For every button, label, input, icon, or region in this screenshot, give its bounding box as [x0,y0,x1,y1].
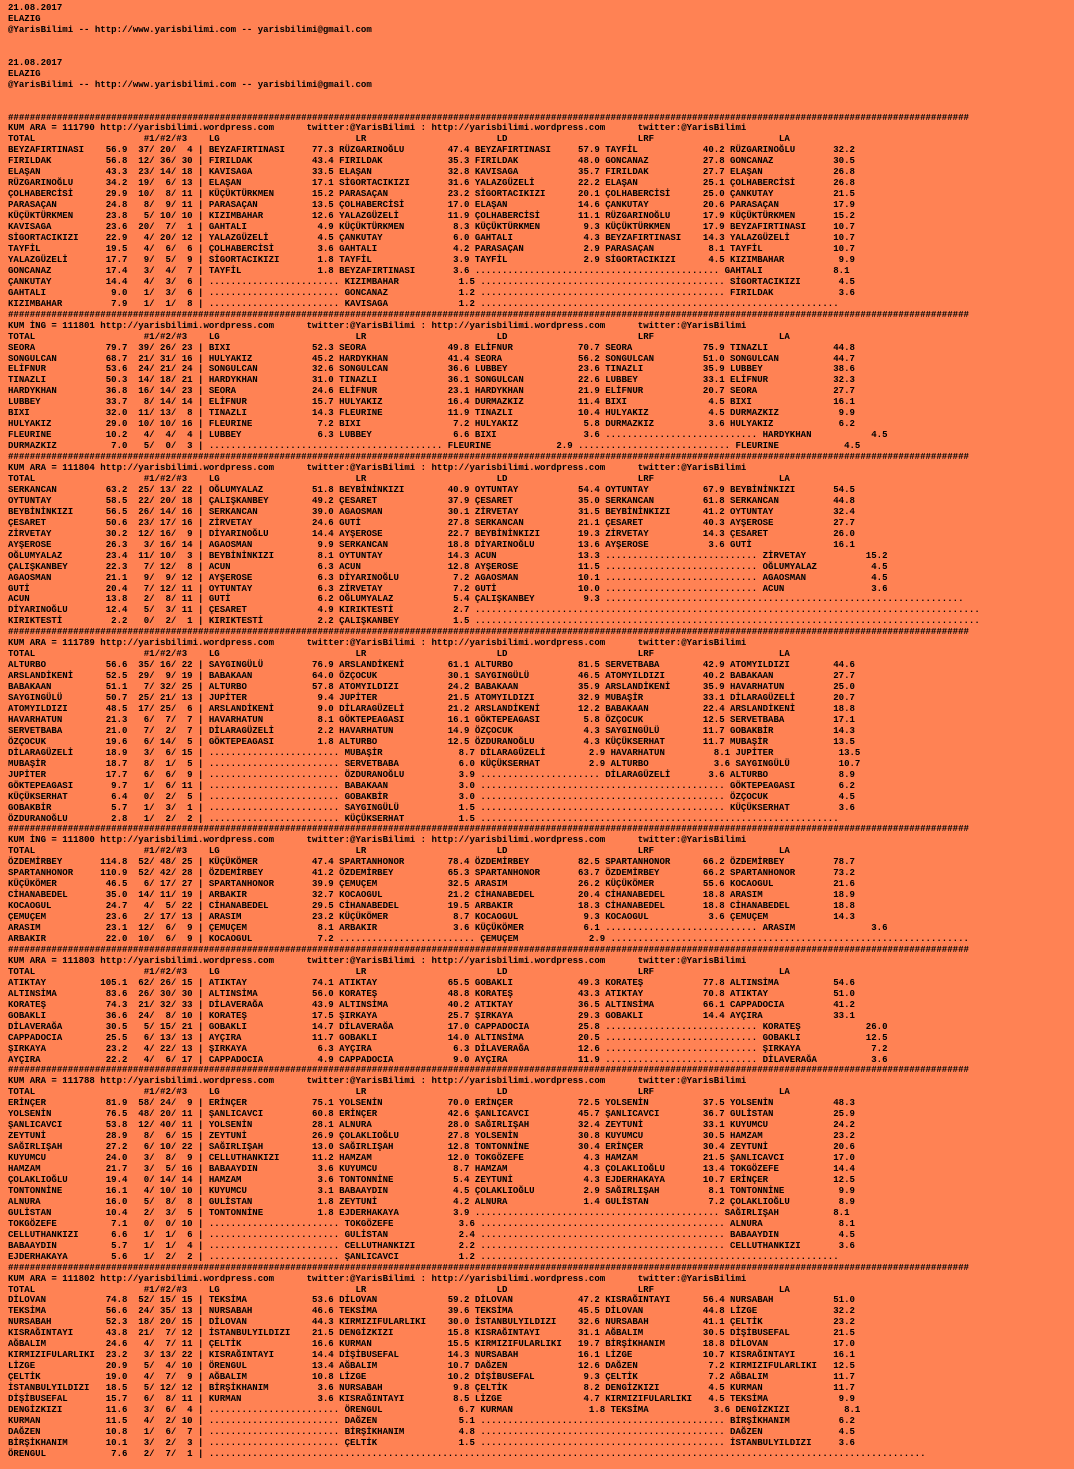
separator-line: ################################################################################################################################################################################# [8,308,969,320]
separator-line: ################################################################################################################################################################################# [8,451,969,463]
horse-stats-row: OĞLUMYALAZ 23.4 11/ 10/ 3 | BEYBİNİNKIZI 8.1 OYTUNTAY 14.3 ACUN 13.3 ............................ ZİRVETAY 15.2 [8,549,888,561]
horse-stats-row: ÇOLHABERCİSİ 29.9 10/ 8/ 11 | KÜÇÜKTÜRKMEN 15.2 PARASAÇAN 23.2 SİGORTACIKIZI 20.1 ÇOLHABERCİSİ 25.0 ÇANKUTAY 21.5 [8,188,855,200]
horse-stats-row: SERKANCAN 63.2 25/ 13/ 22 | OĞLUMYALAZ 51.8 BEYBİNİNKIZI 40.9 OYTUNTAY 54.4 OYTUNTAY 67.9 BEYBİNİNKIZI 54.5 [8,483,855,495]
horse-stats-row: CİHANABEDEL 35.0 14/ 11/ 19 | ARBAKIR 32.7 KOCAOGUL 21.2 CİHANABEDEL 20.4 CİHANABEDEL 18.8 ARASIM 18.9 [8,889,855,901]
horse-stats-row: OYTUNTAY 58.5 22/ 20/ 18 | ÇALIŞKANBEY 49.2 ÇESARET 37.9 ÇESARET 35.0 SERKANCAN 61.8 SERKANCAN 44.8 [8,494,855,506]
horse-stats-row: İSTANBULYILDIZI 18.5 5/ 12/ 12 | BİRŞİKHANIM 3.6 NURSABAH 9.8 ÇELTİK 8.2 DENGİZKIZI 4.5 KURMAN 11.7 [8,1382,855,1394]
horse-stats-row: DİLOVAN 74.8 52/ 15/ 15 | TEKSİMA 53.6 DİLOVAN 59.2 DİLOVAN 47.2 KISRAĞINTAYI 56.4 NURSABAH 51.0 [8,1294,855,1306]
horse-stats-row: ÇALIŞKANBEY 22.3 7/ 12/ 8 | ACUN 6.3 ACUN 12.8 AYŞEROSE 11.5 ............................ OĞLUMYALAZ 4.5 [8,560,888,572]
horse-stats-row: ARASIM 23.1 12/ 6/ 9 | ÇEMUÇEM 8.1 ARBAKIR 3.6 KÜÇÜKÖMER 6.1 ............................ ARASIM 3.6 [8,922,888,934]
horse-stats-row: DİYARINOĞLU 12.4 5/ 3/ 11 | ÇESARET 4.9 KIRIKTESTİ 2.7 ............................................................................................. [8,604,980,616]
horse-stats-row: DENGİZKIZI 11.6 3/ 6/ 4 | ........................ ÖRENGUL 6.7 KURMAN 1.8 TEKSİMA 3.6 DENGİZKIZI 8.1 [8,1404,861,1415]
horse-stats-row: GUTİ 20.4 7/ 12/ 11 | OYTUNTAY 6.3 ZİRVETAY 7.2 GUTİ 10.0 ............................ ACUN 3.6 [8,582,888,594]
text-line: ELAZIG [8,12,41,24]
race-header-line: KUM ARA = 111789 http://yarisbilimi.wordpress.com twitter:@YarisBilimi : http://yarisbilimi.wordpress.com twitter:@YarisBilimi [8,637,747,649]
separator-line: ################################################################################################################################################################################# [8,1261,969,1273]
horse-stats-row: SONGULCAN 68.7 21/ 31/ 16 | HULYAKIZ 45.2 HARDYKHAN 41.4 SEORA 56.2 SONGULCAN 51.0 SONGULCAN 44.7 [8,352,855,364]
horse-stats-row: KIRMIZIFULARLIKI 23.2 3/ 13/ 22 | KISRAĞINTAYI 14.4 DİŞİBUSEFAL 14.3 NURSABAH 16.1 LİZGE 10.7 KISRAĞINTAYI 16.1 [8,1349,855,1361]
horse-stats-row: MUBAŞİR 18.7 8/ 1/ 5 | ........................ SERVETBABA 6.0 KÜÇÜKSERHAT 2.9 ALTURBO 3.6 SAYGINGÜLÜ 10.7 [8,757,861,769]
column-header-line: TOTAL #1/#2/#3 LG LR LD LRF LA [8,330,790,342]
horse-stats-row: AĞBALIM 24.6 4/ 7/ 11 | ÇELTİK 16.6 KURMAN 15.5 KIRMIZIFULARLIKI 19.7 BİRŞİKHANIM 18.8 DİLOVAN 17.0 [8,1338,855,1350]
horse-stats-row: FLEURINE 10.2 4/ 4/ 4 | LUBBEY 6.3 LUBBEY 6.6 BIXI 3.6 ............................ HARDYKHAN 4.5 [8,429,888,441]
horse-stats-row: ÇANKUTAY 14.4 4/ 3/ 6 | ........................ KIZIMBAHAR 1.5 ............................................. SİGORTACIKIZI 4.5 [8,275,855,287]
horse-stats-row: KORATEŞ 74.3 21/ 32/ 33 | DİLAVERAĞA 43.9 ALTINSİMA 40.2 ATIKTAY 36.5 ALTINSİMA 66.1 CAPPADOCIA 41.2 [8,998,855,1010]
race-header-line: KUM ARA = 111790 http://yarisbilimi.wordpress.com twitter:@YarisBilimi : http://yarisbilimi.wordpress.com twitter:@YarisBilimi [8,122,747,134]
horse-stats-row: BIXI 32.0 11/ 13/ 8 | TINAZLI 14.3 FLEURINE 11.9 TINAZLI 10.4 HULYAKIZ 4.5 DURMAZKIZ 9.9 [8,407,855,419]
horse-stats-row: BABAAYDIN 5.7 1/ 1/ 4 | ........................ CELLUTHANKIZI 2.2 ............................................. CELLUTHANKIZI 3.6 [8,1239,855,1251]
race-header-line: KUM İNG = 111800 http://yarisbilimi.wordpress.com twitter:@YarisBilimi : http://yarisbilimi.wordpress.com twitter:@YarisBilimi [8,834,747,846]
blank-line [8,47,1074,58]
horse-stats-row: BİRŞİKHANIM 10.1 3/ 2/ 3 | ........................ ÇELTİK 1.5 ............................................. İSTANBULYILDIZI 3.6 [8,1436,855,1448]
horse-stats-row: DİLAVERAĞA 30.5 5/ 15/ 21 | GOBAKLI 14.7 DİLAVERAĞA 17.0 CAPPADOCIA 25.8 ............................ KORATEŞ 26.0 [8,1020,888,1032]
horse-stats-row: ÇOLAKLIOĞLU 19.4 0/ 14/ 14 | HAMZAM 3.6 TONTONNİNE 5.4 ZEYTUNİ 4.3 EJDERHAKAYA 10.7 ERİNÇER 12.5 [8,1173,855,1185]
separator-line: ################################################################################################################################################################################# [8,943,969,955]
horse-stats-row: ALTURBO 56.6 35/ 16/ 22 | SAYGINGÜLÜ 76.9 ARSLANDİKENİ 61.1 ALTURBO 81.5 SERVETBABA 42.9 ATOMYILDIZI 44.6 [8,659,855,671]
horse-stats-row: TINAZLI 50.3 14/ 18/ 21 | HARDYKHAN 31.0 TINAZLI 36.1 SONGULCAN 22.6 LUBBEY 33.1 ELİFNUR 32.3 [8,374,855,386]
horse-stats-row: KIRIKTESTİ 2.2 0/ 2/ 1 | KIRIKTESTİ 2.2 ÇALIŞKANBEY 1.5 ............................................................................................. [8,615,980,627]
column-header-line: TOTAL #1/#2/#3 LG LR LD LRF LA [8,472,790,484]
horse-stats-row: SERVETBABA 21.0 7/ 2/ 7 | DİLARAGÜZELİ 2.2 HAVARHATUN 14.9 ÖZÇOCUK 4.3 SAYGINGÜLÜ 11.7 GOBAKBİR 14.3 [8,724,855,736]
horse-stats-row: ŞANLICAVCI 53.8 12/ 40/ 11 | YOLSENİN 28.1 ALNURA 28.0 SAĞIRLIŞAH 32.4 ZEYTUNİ 33.1 KUYUMCU 24.2 [8,1119,855,1131]
column-header-line: TOTAL #1/#2/#3 LG LR LD LRF LA [8,133,790,145]
horse-stats-row: KAVISAGA 23.6 20/ 7/ 1 | GAHTALI 4.9 KÜÇÜKTÜRKMEN 8.3 KÜÇÜKTÜRKMEN 9.3 KÜÇÜKTÜRKMEN 17.9 BEYZAFIRTINASI 10.7 [8,221,855,233]
separator-line: ################################################################################################################################################################################# [8,626,969,638]
horse-stats-row: TOKGÖZEFE 7.1 0/ 0/ 10 | ........................ TOKGÖZEFE 3.6 ............................................. ALNURA 8.1 [8,1217,855,1229]
horse-stats-row: GAHTALI 9.0 1/ 3/ 6 | ........................ GONCANAZ 1.2 ............................................. FIRILDAK 3.6 [8,286,855,298]
race-header-line: KUM ARA = 111802 http://yarisbilimi.wordpress.com twitter:@YarisBilimi : http://yarisbilimi.wordpress.com twitter:@YarisBilimi [8,1272,747,1284]
horse-stats-row: AYÇIRA 22.2 4/ 6/ 17 | CAPPADOCIA 4.9 CAPPADOCIA 9.0 AYÇIRA 11.9 ............................ DİLAVERAĞA 3.6 [8,1053,888,1065]
horse-stats-row: GOBAKBİR 5.7 1/ 3/ 1 | ........................ SAYGINGÜLÜ 1.5 ............................................. KÜÇÜKSERHAT 3.6 [8,801,855,813]
horse-stats-row: KÜÇÜKTÜRKMEN 23.8 5/ 10/ 10 | KIZIMBAHAR 12.6 YALAZGÜZELİ 11.9 ÇOLHABERCİSİ 11.1 RÜZGARINOĞLU 17.9 KÜÇÜKTÜRKMEN 15.2 [8,210,855,222]
horse-stats-row: ACUN 13.8 2/ 8/ 11 | GUTİ 6.2 OĞLUMYALAZ 5.4 ÇALIŞKANBEY 9.3 .................................................................. [8,593,964,605]
horse-stats-row: ARSLANDİKENİ 52.5 29/ 9/ 19 | BABAKAAN 64.0 ÖZÇOCUK 30.1 SAYGINGÜLÜ 46.5 ATOMYILDIZI 40.2 BABAKAAN 27.7 [8,670,855,682]
column-header-line: TOTAL #1/#2/#3 LG LR LD LRF LA [8,965,790,977]
text-line: ELAZIG [8,67,41,79]
horse-stats-row: SEORA 79.7 39/ 26/ 23 | BIXI 52.3 SEORA 49.8 ELİFNUR 70.7 SEORA 75.9 TINAZLI 44.8 [8,341,855,353]
horse-stats-row: ÖZDURANOĞLU 2.8 1/ 2/ 2 | ........................ KÜÇÜKSERHAT 1.5 .................................................................. [8,812,839,824]
horse-stats-row: GULİSTAN 10.4 2/ 3/ 5 | TONTONNİNE 1.8 EJDERHAKAYA 3.9 ............................................. SAĞIRLIŞAH 8.1 [8,1206,850,1218]
horse-stats-row: SİGORTACIKIZI 22.9 4/ 20/ 12 | YALAZGÜZELİ 4.5 ÇANKUTAY 6.0 GAHTALI 4.3 BEYZAFIRTINASI 14.3 YALAZGÜZELİ 10.7 [8,232,855,244]
horse-stats-row: CELLUTHANKIZI 6.6 1/ 1/ 6 | ........................ GULİSTAN 2.4 ............................................. BABAAYDIN 4.5 [8,1228,855,1240]
horse-stats-row: ERİNÇER 81.9 58/ 24/ 9 | ERİNÇER 75.1 YOLSENİN 70.0 ERİNÇER 72.5 YOLSENİN 37.5 YOLSENİN 48.3 [8,1097,855,1109]
horse-stats-row: HAVARHATUN 21.3 6/ 7/ 7 | HAVARHATUN 8.1 GÖKTEPEAGASI 16.1 GÖKTEPEAGASI 5.8 ÖZÇOCUK 12.5 SERVETBABA 17.1 [8,713,855,725]
horse-stats-row: FIRILDAK 56.8 12/ 36/ 30 | FIRILDAK 43.4 FIRILDAK 35.3 FIRILDAK 48.0 GONCANAZ 27.8 GONCANAZ 30.5 [8,155,855,167]
blank-line [8,36,1074,47]
horse-stats-row: HULYAKIZ 29.0 10/ 10/ 16 | FLEURINE 7.2 BIXI 7.2 HULYAKIZ 5.8 DURMAZKIZ 3.6 HULYAKIZ 6.2 [8,418,855,430]
horse-stats-row: DAĞZEN 10.8 1/ 6/ 7 | ........................ BİRŞİKHANIM 4.8 ............................................. DAĞZEN 4.5 [8,1425,855,1437]
separator-line: ################################################################################################################################################################################# [8,823,969,835]
race-header-line: KUM ARA = 111788 http://yarisbilimi.wordpress.com twitter:@YarisBilimi : http://yarisbilimi.wordpress.com twitter:@YarisBilimi [8,1075,747,1087]
horse-stats-row: BEYBİNİNKIZI 56.5 26/ 14/ 16 | SERKANCAN 39.0 AGAOSMAN 30.1 ZİRVETAY 31.5 BEYBİNİNKIZI 41.2 OYTUNTAY 32.4 [8,505,855,517]
horse-stats-row: BABAKAAN 51.1 7/ 32/ 25 | ALTURBO 57.8 ATOMYILDIZI 24.2 BABAKAAN 35.9 ARSLANDİKENİ 35.9 HAVARHATUN 25.0 [8,681,855,693]
column-header-line: TOTAL #1/#2/#3 LG LR LD LRF LA [8,1283,790,1295]
horse-stats-row: GÖKTEPEAGASI 9.7 1/ 6/ 11 | ........................ BABAKAAN 3.0 ............................................. GÖKTEPEAGASI 6.2 [8,779,855,791]
column-header-line: TOTAL #1/#2/#3 LG LR LD LRF LA [8,845,790,857]
horse-stats-row: JUPİTER 17.7 6/ 6/ 9 | ........................ ÖZDURANOĞLU 3.9 ...................... DİLARAGÜZELİ 3.6 ALTURBO 8.9 [8,768,855,780]
horse-stats-row: BEYZAFIRTINASI 56.9 37/ 20/ 4 | BEYZAFIRTINASI 77.3 RÜZGARINOĞLU 47.4 BEYZAFIRTINASI 57.9 TAYFİL 40.2 RÜZGARINOĞLU 32.2 [8,144,855,156]
horse-stats-row: KOCAOGUL 24.7 4/ 5/ 22 | CİHANABEDEL 29.5 CİHANABEDEL 19.5 ARBAKIR 18.3 CİHANABEDEL 18.8 CİHANABEDEL 18.8 [8,900,855,912]
horse-stats-row: GONCANAZ 17.4 3/ 4/ 7 | TAYFİL 1.8 BEYZAFIRTINASI 3.6 ............................................. GAHTALI 8.1 [8,264,850,276]
horse-stats-row: DURMAZKIZ 7.0 5/ 0/ 3 | ........................................... FLEURINE 2.9 ............................ FLEURINE 4.5 [8,440,861,452]
horse-stats-row: HARDYKHAN 36.8 16/ 14/ 23 | SEORA 24.6 ELİFNUR 23.1 HARDYKHAN 21.9 ELİFNUR 20.7 SEORA 27.7 [8,385,855,397]
text-line: @YarisBilimi -- http://www.yarisbilimi.com -- yarisbilimi@gmail.com [8,23,372,35]
horse-stats-row: PARASAÇAN 24.8 8/ 9/ 11 | PARASAÇAN 13.5 ÇOLHABERCİSİ 17.0 ELAŞAN 14.6 ÇANKUTAY 20.6 PARASAÇAN 17.9 [8,199,855,211]
horse-stats-row: SPARTANHONOR 110.9 52/ 42/ 28 | ÖZDEMİRBEY 41.2 ÖZDEMİRBEY 65.3 SPARTANHONOR 63.7 ÖZDEMİRBEY 66.2 SPARTANHONOR 73.2 [8,867,855,879]
horse-stats-row: AYŞEROSE 26.3 3/ 16/ 14 | AGAOSMAN 9.9 SERKANCAN 18.8 DİYARINOĞLU 13.6 AYŞEROSE 3.6 GUTİ 16.1 [8,538,855,550]
horse-stats-row: GOBAKLI 36.6 24/ 8/ 10 | KORATEŞ 17.5 ŞIRKAYA 25.7 ŞIRKAYA 29.3 GOBAKLI 14.4 AYÇIRA 33.1 [8,1009,855,1021]
horse-stats-row: LUBBEY 33.7 8/ 14/ 14 | ELİFNUR 15.7 HULYAKIZ 16.4 DURMAZKIZ 11.4 BIXI 4.5 BIXI 16.1 [8,396,855,408]
column-header-line: TOTAL #1/#2/#3 LG LR LD LRF LA [8,648,790,660]
horse-stats-row: ÇESARET 50.6 23/ 17/ 16 | ZİRVETAY 24.6 GUTİ 27.8 SERKANCAN 21.1 ÇESARET 40.3 AYŞEROSE 27.7 [8,516,855,528]
horse-stats-row: TEKSİMA 56.6 24/ 35/ 13 | NURSABAH 46.6 TEKSİMA 39.6 TEKSİMA 45.5 DİLOVAN 44.8 LİZGE 32.2 [8,1305,855,1317]
horse-stats-row: KURMAN 11.5 4/ 2/ 10 | ........................ DAĞZEN 5.1 ............................................. BİRŞİKHANIM 6.2 [8,1414,855,1426]
horse-stats-row: ÖRENGUL 7.6 2/ 7/ 1 | .................................................................................................................................... [8,1447,926,1459]
blank-line [8,102,1074,113]
race-header-line: KUM ARA = 111803 http://yarisbilimi.wordpress.com twitter:@YarisBilimi : http://yarisbilimi.wordpress.com twitter:@YarisBilimi [8,954,747,966]
blank-line [8,91,1074,102]
horse-stats-row: TONTONNİNE 16.1 4/ 10/ 10 | KUYUMCU 3.1 BABAAYDIN 4.5 ÇOLAKLIOĞLU 2.9 SAĞIRLIŞAH 8.1 TONTONNİNE 9.9 [8,1184,855,1196]
horse-stats-row: KÜÇÜKÖMER 46.5 6/ 17/ 27 | SPARTANHONOR 39.9 ÇEMUÇEM 32.5 ARASIM 26.2 KÜÇÜKÖMER 55.6 KOCAOGUL 21.6 [8,878,855,890]
race-header-line: KUM ARA = 111804 http://yarisbilimi.wordpress.com twitter:@YarisBilimi : http://yarisbilimi.wordpress.com twitter:@YarisBilimi [8,462,747,474]
horse-stats-row: AGAOSMAN 21.1 9/ 9/ 12 | AYŞEROSE 6.3 DİYARINOĞLU 7.2 AGAOSMAN 10.1 ............................ AGAOSMAN 4.5 [8,571,888,583]
horse-stats-row: KÜÇÜKSERHAT 6.4 0/ 2/ 5 | ........................ GOBAKBİR 3.0 ............................................. ÖZÇOCUK 4.5 [8,790,855,802]
column-header-line: TOTAL #1/#2/#3 LG LR LD LRF LA [8,1086,790,1098]
horse-stats-row: TAYFİL 19.5 4/ 6/ 6 | ÇOLHABERCİSİ 3.6 GAHTALI 4.2 PARASAÇAN 2.9 PARASAÇAN 8.1 TAYFİL 10.7 [8,242,855,254]
horse-stats-row: YALAZGÜZELİ 17.7 9/ 5/ 9 | SİGORTACIKIZI 1.8 TAYFİL 3.9 TAYFİL 2.9 SİGORTACIKIZI 4.5 KIZIMBAHAR 9.9 [8,253,855,265]
race-header-line: KUM İNG = 111801 http://yarisbilimi.wordpress.com twitter:@YarisBilimi : http://yarisbilimi.wordpress.com twitter:@YarisBilimi [8,319,747,331]
horse-stats-row: ZEYTUNİ 28.9 8/ 6/ 15 | ZEYTUNİ 26.9 ÇOLAKLIOĞLU 27.8 YOLSENİN 30.8 KUYUMCU 30.5 HAMZAM 23.2 [8,1130,855,1142]
horse-stats-row: HAMZAM 21.7 3/ 5/ 16 | BABAAYDIN 3.6 KUYUMCU 8.7 HAMZAM 4.3 ÇOLAKLIOĞLU 13.4 TOKGÖZEFE 14.4 [8,1163,855,1175]
horse-stats-row: ATIKTAY 105.1 62/ 26/ 15 | ATIKTAY 74.1 ATIKTAY 65.5 GOBAKLI 49.3 KORATEŞ 77.8 ALTINSİMA 54.6 [8,976,855,988]
horse-stats-row: ELAŞAN 43.3 23/ 14/ 18 | KAVISAGA 33.5 ELAŞAN 32.8 KAVISAGA 35.7 FIRILDAK 27.7 ELAŞAN 26.8 [8,166,855,178]
horse-stats-row: NURSABAH 52.3 18/ 20/ 15 | DİLOVAN 44.3 KIRMIZIFULARLIKI 30.0 İSTANBULYILDIZI 32.6 NURSABAH 41.1 ÇELTİK 23.2 [8,1316,855,1328]
horse-stats-row: KIZIMBAHAR 7.9 1/ 1/ 8 | ........................ KAVISAGA 1.2 .................................................................. [8,297,839,309]
horse-stats-row: ÖZÇOCUK 19.6 6/ 14/ 5 | GÖKTEPEAGASI 1.8 ALTURBO 12.5 ÖZDURANOĞLU 4.3 KÜÇÜKSERHAT 11.7 MUBAŞİR 13.5 [8,735,855,747]
horse-stats-row: DİŞİBUSEFAL 15.7 6/ 8/ 11 | KURMAN 3.6 KISRAĞINTAYI 8.5 LİZGE 4.7 KIRMIZIFULARLIKI 4.5 TEKSİMA 9.9 [8,1393,855,1405]
horse-stats-row: CAPPADOCIA 25.5 6/ 13/ 13 | AYÇIRA 11.7 GOBAKLI 14.0 ALTINSİMA 20.5 ............................ GOBAKLI 12.5 [8,1031,888,1043]
separator-line: ################################################################################################################################################################################# [8,111,969,123]
horse-stats-row: RÜZGARINOĞLU 34.2 19/ 6/ 13 | ELAŞAN 17.1 SİGORTACIKIZI 31.6 YALAZGÜZELİ 22.2 ELAŞAN 25.1 ÇOLHABERCİSİ 26.8 [8,177,855,189]
horse-stats-row: ÇELTİK 19.0 4/ 7/ 9 | AĞBALIM 10.8 LİZGE 10.2 DİŞİBUSEFAL 9.3 ÇELTİK 7.2 AĞBALIM 11.7 [8,1371,855,1383]
separator-line: ################################################################################################################################################################################# [8,1064,969,1076]
horse-stats-row: ŞIRKAYA 23.2 4/ 22/ 13 | ŞIRKAYA 6.3 AYÇIRA 6.3 DİLAVERAĞA 12.6 ............................ ŞIRKAYA 7.2 [8,1042,888,1054]
text-line: 21.08.2017 [8,2,63,13]
horse-stats-row: ELİFNUR 53.6 24/ 21/ 24 | SONGULCAN 32.6 SONGULCAN 36.6 LUBBEY 23.6 TINAZLI 35.9 LUBBEY 38.6 [8,363,855,375]
horse-stats-row: ÇEMUÇEM 23.6 2/ 17/ 13 | ARASIM 23.2 KÜÇÜKÖMER 8.7 KOCAOGUL 9.3 KOCAOGUL 3.6 ÇEMUÇEM 14.3 [8,911,855,923]
horse-stats-row: ALTINSİMA 83.6 26/ 30/ 30 | ALTINSİMA 56.0 KORATEŞ 48.8 KORATEŞ 43.3 ATIKTAY 70.8 ATIKTAY 51.0 [8,987,855,999]
horse-stats-row: ARBAKIR 22.0 10/ 6/ 9 | KOCAOGUL 7.2 ......................... ÇEMUÇEM 2.9 .................................................................. [8,933,969,945]
horse-stats-row: DİLARAGÜZELİ 18.9 3/ 6/ 15 | ........................ MUBAŞİR 8.7 DİLARAGÜZELİ 2.9 HAVARHATUN 8.1 JUPİTER 13.5 [8,746,861,758]
horse-stats-row: ÖZDEMİRBEY 114.8 52/ 48/ 25 | KÜÇÜKÖMER 47.4 SPARTANHONOR 78.4 ÖZDEMİRBEY 82.5 SPARTANHONOR 66.2 ÖZDEMİRBEY 78.7 [8,856,855,868]
horse-stats-row: ZİRVETAY 30.2 12/ 16/ 9 | DİYARINOĞLU 14.4 AYŞEROSE 22.7 BEYBİNİNKIZI 19.3 ZİRVETAY 14.3 ÇESARET 26.0 [8,527,855,539]
horse-stats-row: SAYGINGÜLÜ 50.7 25/ 21/ 13 | JUPİTER 9.4 JUPİTER 21.5 ATOMYILDIZI 32.9 MUBAŞİR 33.1 DİLARAGÜZELİ 20.7 [8,692,855,704]
horse-stats-row: ATOMYILDIZI 48.5 17/ 25/ 6 | ARSLANDİKENİ 9.0 DİLARAGÜZELİ 21.2 ARSLANDİKENİ 12.2 BABAKAAN 22.4 ARSLANDİKENİ 18.8 [8,703,855,714]
horse-stats-row: ALNURA 16.0 5/ 8/ 8 | GULİSTAN 1.8 ZEYTUNİ 4.2 ALNURA 1.4 GULİSTAN 7.2 ÇOLAKLIOĞLU 8.9 [8,1195,855,1207]
horse-stats-row: KUYUMCU 24.0 3/ 8/ 9 | CELLUTHANKIZI 11.2 HAMZAM 12.0 TOKGÖZEFE 4.3 HAMZAM 21.5 ŞANLICAVCI 17.0 [8,1152,855,1164]
horse-stats-row: YOLSENİN 76.5 48/ 20/ 11 | ŞANLICAVCI 60.8 ERİNÇER 42.6 ŞANLICAVCI 45.7 ŞANLICAVCI 36.7 GULİSTAN 25.9 [8,1108,855,1120]
text-line: 21.08.2017 [8,56,63,68]
horse-stats-row: SAĞIRLIŞAH 27.2 6/ 10/ 22 | SAĞIRLIŞAH 13.0 SAĞIRLIŞAH 12.8 TONTONNİNE 30.4 ERİNÇER 30.4 ZEYTUNİ 20.6 [8,1141,855,1153]
horse-stats-row: EJDERHAKAYA 5.6 1/ 2/ 2 | ........................ ŞANLICAVCI 1.2 .................................................................. [8,1250,839,1262]
horse-stats-row: LİZGE 20.9 5/ 4/ 10 | ÖRENGUL 13.4 AĞBALIM 10.7 DAĞZEN 12.6 DAĞZEN 7.2 KIRMIZIFULARLIKI 12.5 [8,1360,855,1372]
text-line: @YarisBilimi -- http://www.yarisbilimi.com -- yarisbilimi@gmail.com [8,78,372,90]
horse-stats-row: KISRAĞINTAYI 43.8 21/ 7/ 12 | İSTANBULYILDIZI 21.5 DENGİZKIZI 15.8 KISRAĞINTAYI 31.1 AĞBALIM 30.5 DİŞİBUSEFAL 21.5 [8,1327,855,1339]
